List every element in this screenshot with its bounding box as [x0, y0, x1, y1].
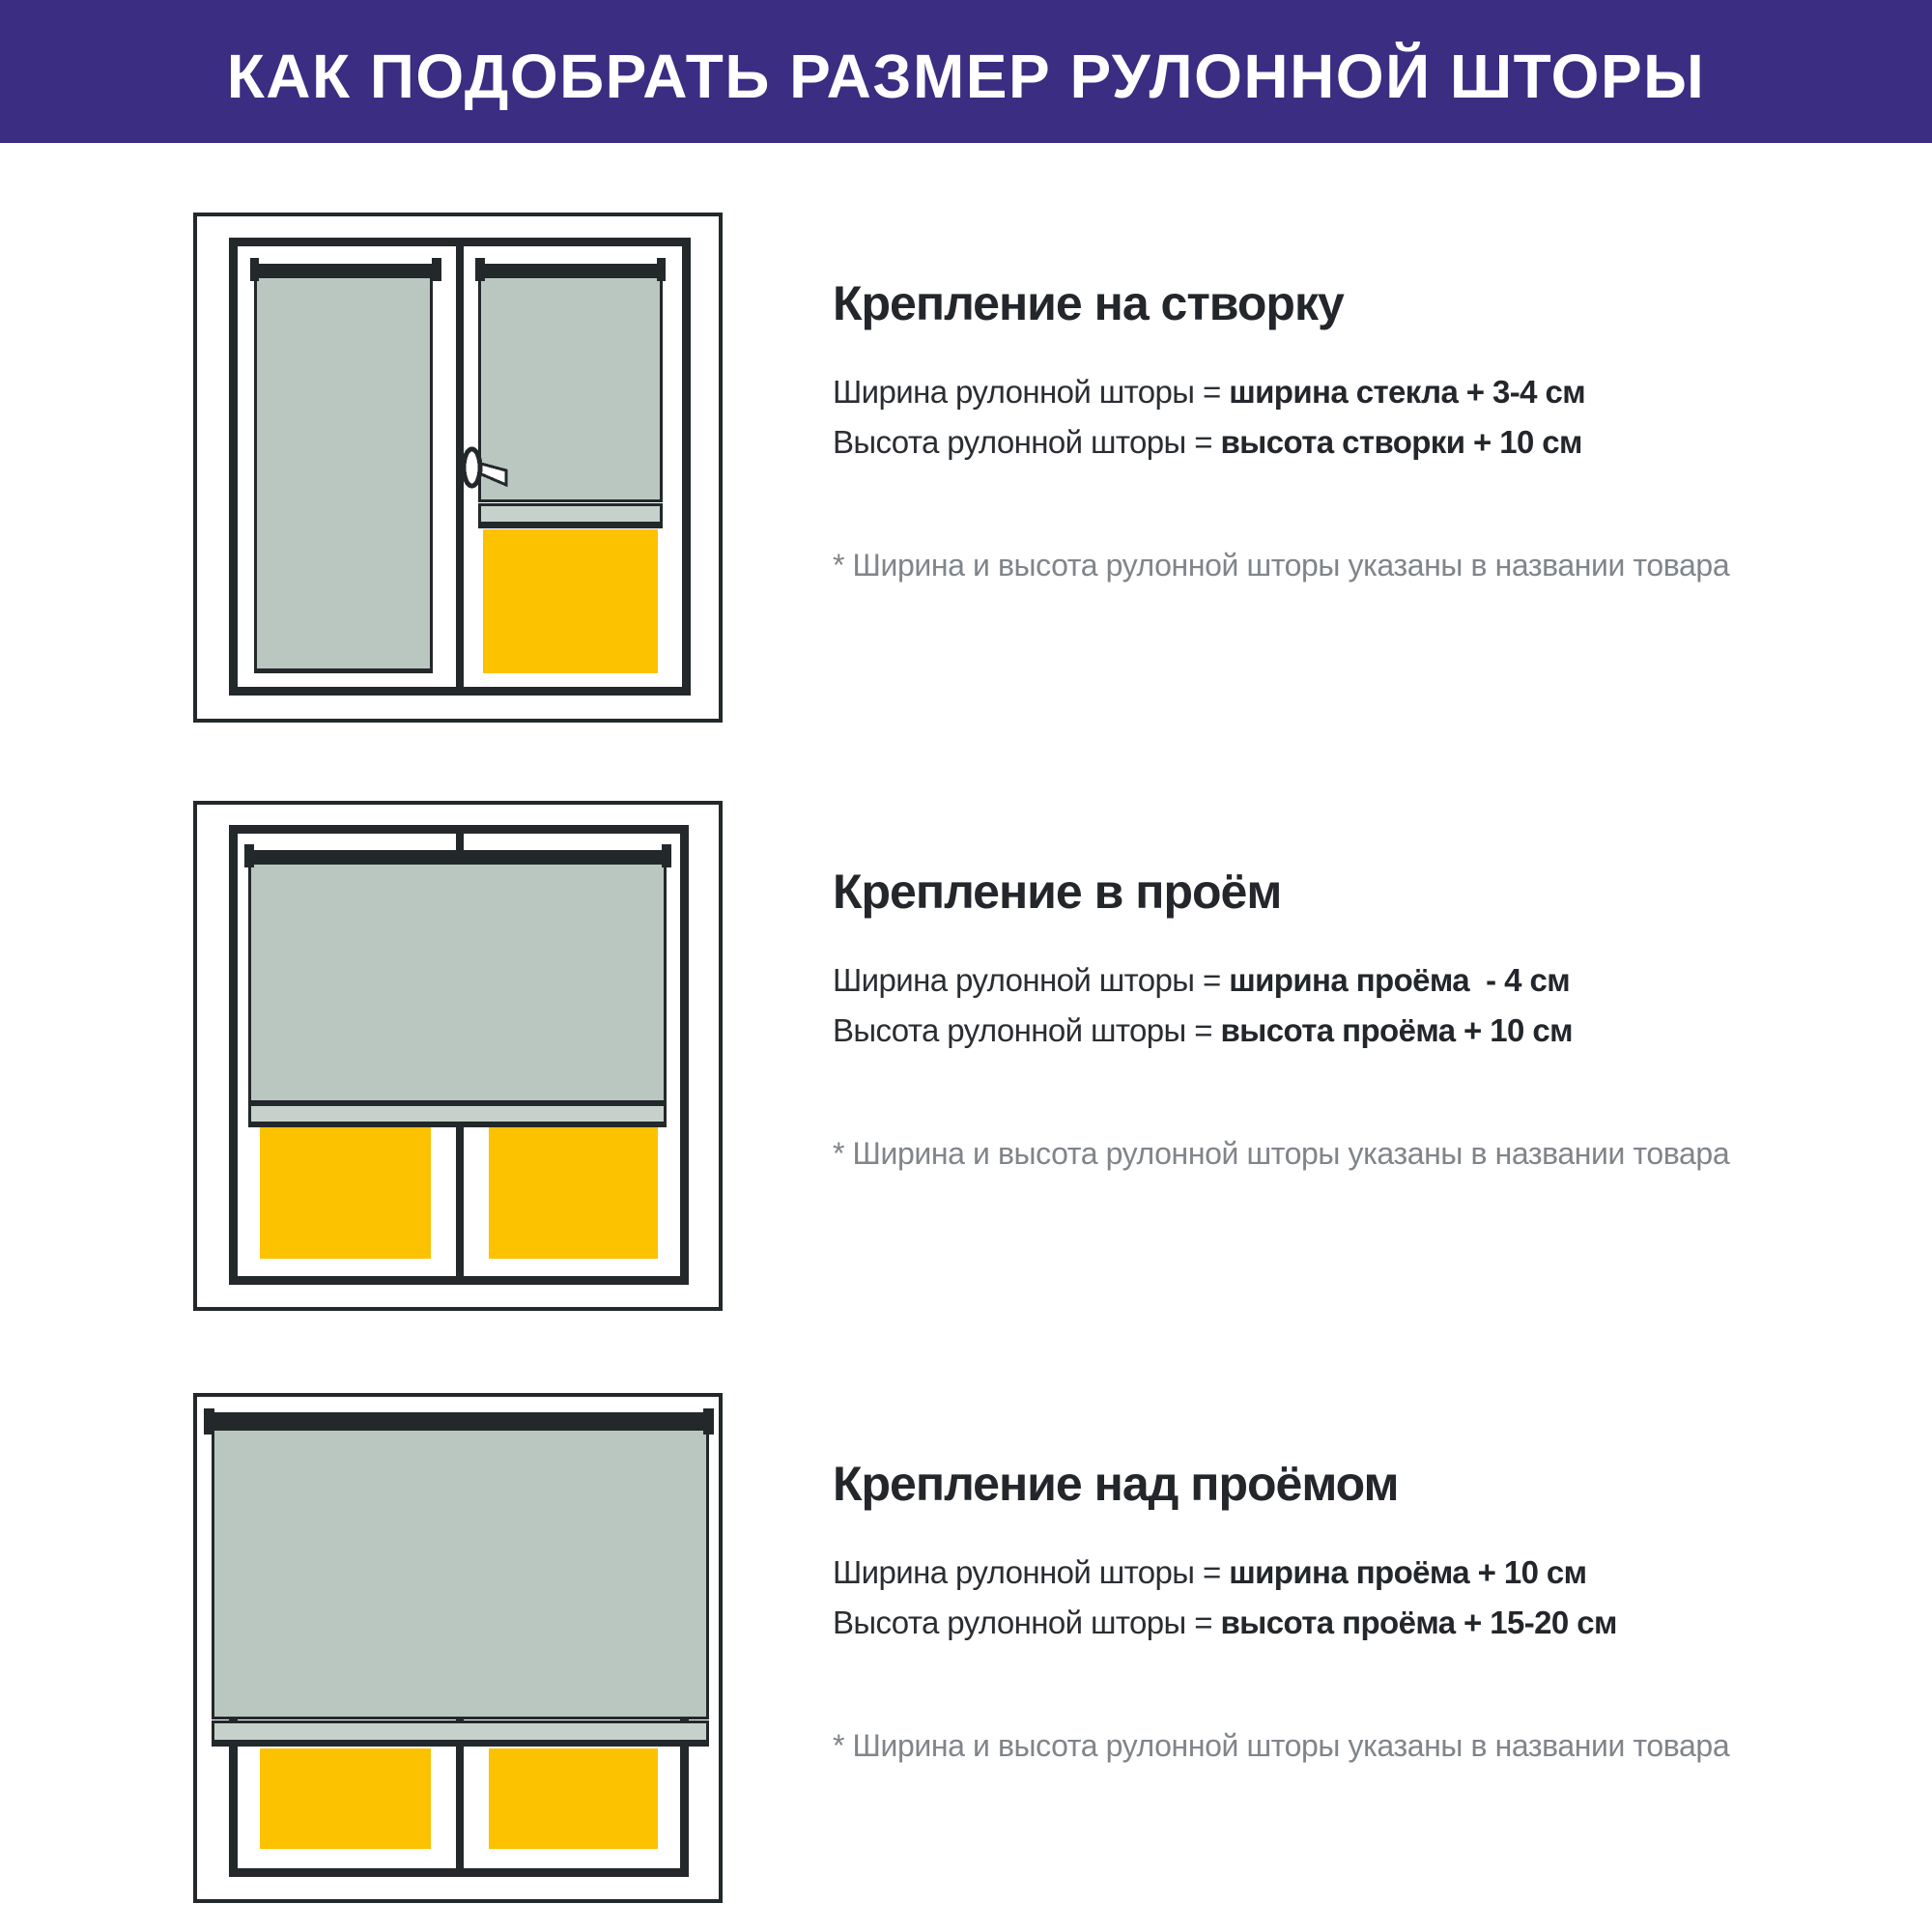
glass-left	[260, 1127, 431, 1259]
rule-value: ширина стекла + 3-4 см	[1229, 374, 1586, 410]
glass-right	[489, 1748, 658, 1849]
roller-bracket-left	[204, 1408, 214, 1435]
blind-hem-right	[480, 505, 662, 524]
rule-label: Ширина рулонной шторы =	[833, 1554, 1230, 1590]
blind-bottom-bar-right	[478, 523, 663, 528]
section-title: Крепление над проёмом	[833, 1457, 1399, 1511]
roller-blind-right	[480, 277, 662, 501]
window-handle-icon	[464, 449, 480, 486]
window-illustration-sash-mount	[193, 213, 723, 723]
roller-tube	[209, 1412, 708, 1428]
rule-value: ширина проёма + 10 см	[1229, 1554, 1587, 1590]
rule-label: Высота рулонной шторы =	[833, 424, 1221, 460]
height-rule	[833, 1603, 1617, 1644]
roller-tube-right	[480, 264, 661, 275]
page-title: КАК ПОДОБРАТЬ РАЗМЕР РУЛОННОЙ ШТОРЫ	[226, 42, 1706, 111]
roller-bracket-right	[703, 1408, 714, 1435]
roller-blind	[213, 1430, 708, 1719]
roller-blind-left	[256, 277, 432, 672]
section-note: * Ширина и высота рулонной шторы указаны в названии товара	[833, 1136, 1730, 1171]
blind-bottom-bar	[212, 1741, 709, 1747]
window-illustration-opening-mount	[193, 801, 723, 1311]
roller-tube	[249, 850, 667, 862]
roller-blind	[250, 864, 666, 1102]
window-illustration-above-opening-mount	[193, 1393, 723, 1903]
rule-label: Ширина рулонной шторы =	[833, 374, 1230, 410]
width-rule	[833, 1552, 1586, 1594]
glass-right	[489, 1127, 658, 1259]
blind-hem	[213, 1722, 708, 1742]
roller-bracket-right-sash-right	[657, 258, 666, 281]
rule-label: Высота рулонной шторы =	[833, 1012, 1221, 1048]
rule-value: высота проёма + 10 см	[1220, 1012, 1573, 1048]
roller-bracket-right	[662, 844, 671, 867]
rule-value: ширина проёма - 4 см	[1229, 962, 1571, 998]
rule-value: высота створки + 10 см	[1220, 424, 1582, 460]
section-note: * Ширина и высота рулонной шторы указаны в названии товара	[833, 548, 1730, 582]
glass-left	[260, 1748, 431, 1849]
header-bar	[0, 0, 1932, 143]
width-rule	[833, 372, 1585, 413]
rule-value: высота проёма + 15-20 см	[1220, 1605, 1617, 1640]
section-title: Крепление на створку	[833, 276, 1344, 330]
blind-hem	[250, 1105, 666, 1123]
section-above-opening-mount	[833, 1459, 1760, 1787]
roller-bracket-left	[244, 844, 254, 867]
blind-bottom-bar-left	[254, 668, 433, 673]
height-rule	[833, 422, 1582, 464]
section-sash-mount	[833, 278, 1760, 607]
width-rule	[833, 960, 1570, 1002]
section-note: * Ширина и высота рулонной шторы указаны в названии товара	[833, 1728, 1730, 1763]
height-rule	[833, 1010, 1573, 1052]
roller-bracket-right	[432, 258, 441, 281]
roller-bracket-right-sash-left	[475, 258, 485, 281]
rule-label: Ширина рулонной шторы =	[833, 962, 1230, 998]
roller-tube-left	[254, 264, 437, 275]
glass-right	[483, 529, 658, 673]
section-opening-mount	[833, 867, 1760, 1195]
roller-bracket-left	[250, 258, 259, 281]
rule-label: Высота рулонной шторы =	[833, 1605, 1221, 1640]
section-title: Крепление в проём	[833, 865, 1282, 919]
blind-bottom-bar	[248, 1122, 667, 1127]
